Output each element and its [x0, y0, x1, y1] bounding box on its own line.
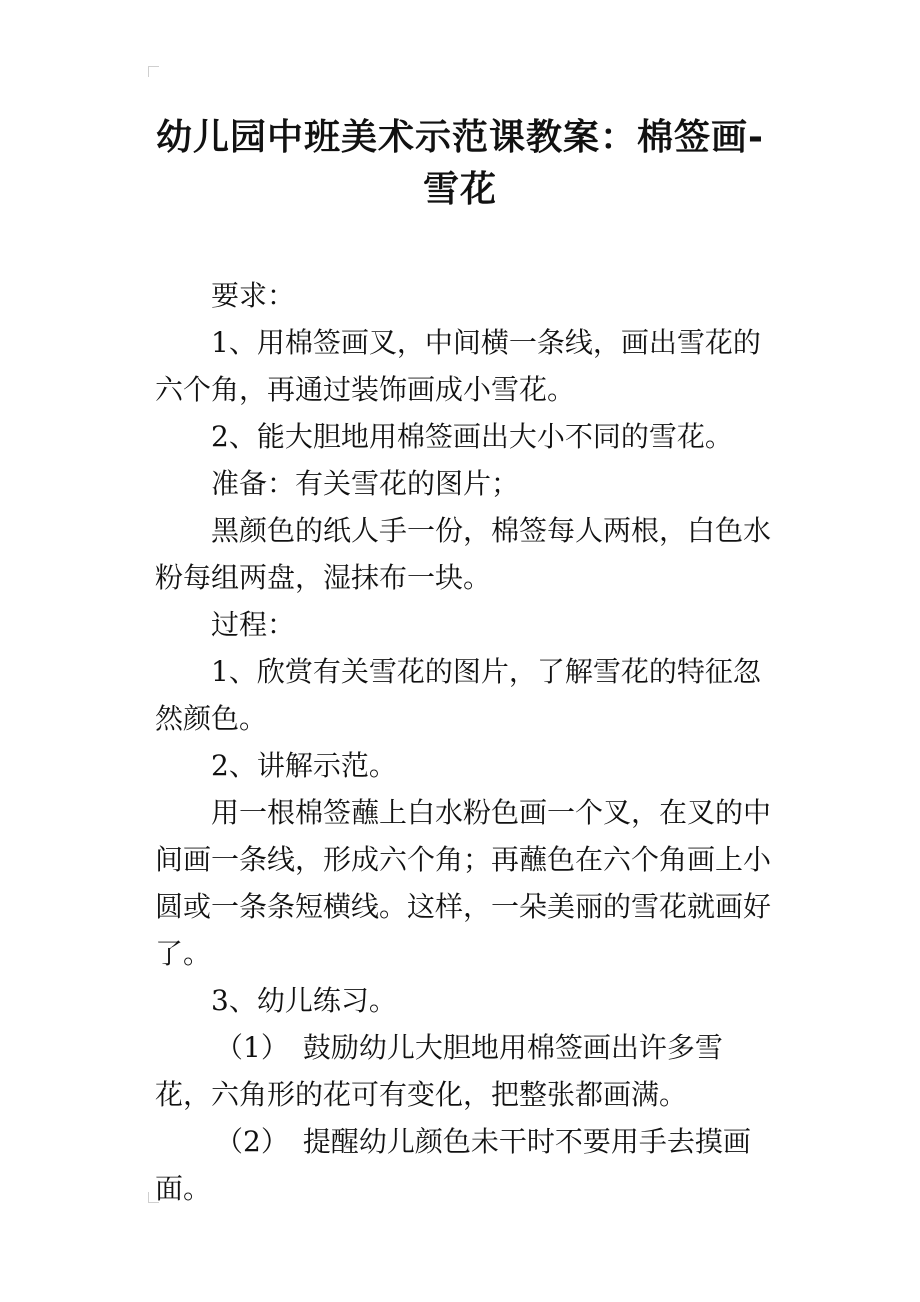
document-title — [120, 112, 800, 216]
title-line-1: 幼儿园中班美术示范课教案：棉签画- — [156, 117, 764, 158]
section-heading-process: 过程： — [211, 608, 296, 641]
title-line-2: 雪花 — [422, 169, 497, 210]
section-heading-requirements: 要求： — [211, 279, 296, 312]
demonstration-paragraph: 用一根棉签蘸上白水粉色画一个叉，在叉的中间画一条线，形成六个角；再蘸色在六个角画上小圆或一条条短横线。这样，一朵美丽的雪花就画好了。 — [155, 796, 772, 970]
materials-paragraph: 黑颜色的纸人手一份，棉签每人两根，白色水粉每组两盘，湿抹布一块。 — [155, 514, 772, 594]
requirement-item-2: 2、能大胆地用棉签画出大小不同的雪花。 — [211, 420, 733, 453]
document-body — [155, 272, 775, 1212]
practice-item-1: （1） 鼓励幼儿大胆地用棉签画出许多雪花，六角形的花可有变化，把整张都画满。 — [155, 1031, 723, 1111]
bottom-left-crop-mark — [148, 1192, 159, 1203]
process-step-1: 1、欣赏有关雪花的图片，了解雪花的特征忽然颜色。 — [155, 655, 761, 735]
requirement-item-1: 1、用棉签画叉，中间横一条线，画出雪花的六个角，再通过装饰画成小雪花。 — [155, 326, 761, 406]
process-step-3: 3、幼儿练习。 — [211, 984, 397, 1017]
process-step-2: 2、讲解示范。 — [211, 749, 397, 782]
preparation-line: 准备：有关雪花的图片； — [211, 467, 520, 500]
practice-item-2: （2） 提醒幼儿颜色未干时不要用手去摸画面。 — [155, 1125, 751, 1205]
top-left-crop-mark — [148, 66, 159, 77]
